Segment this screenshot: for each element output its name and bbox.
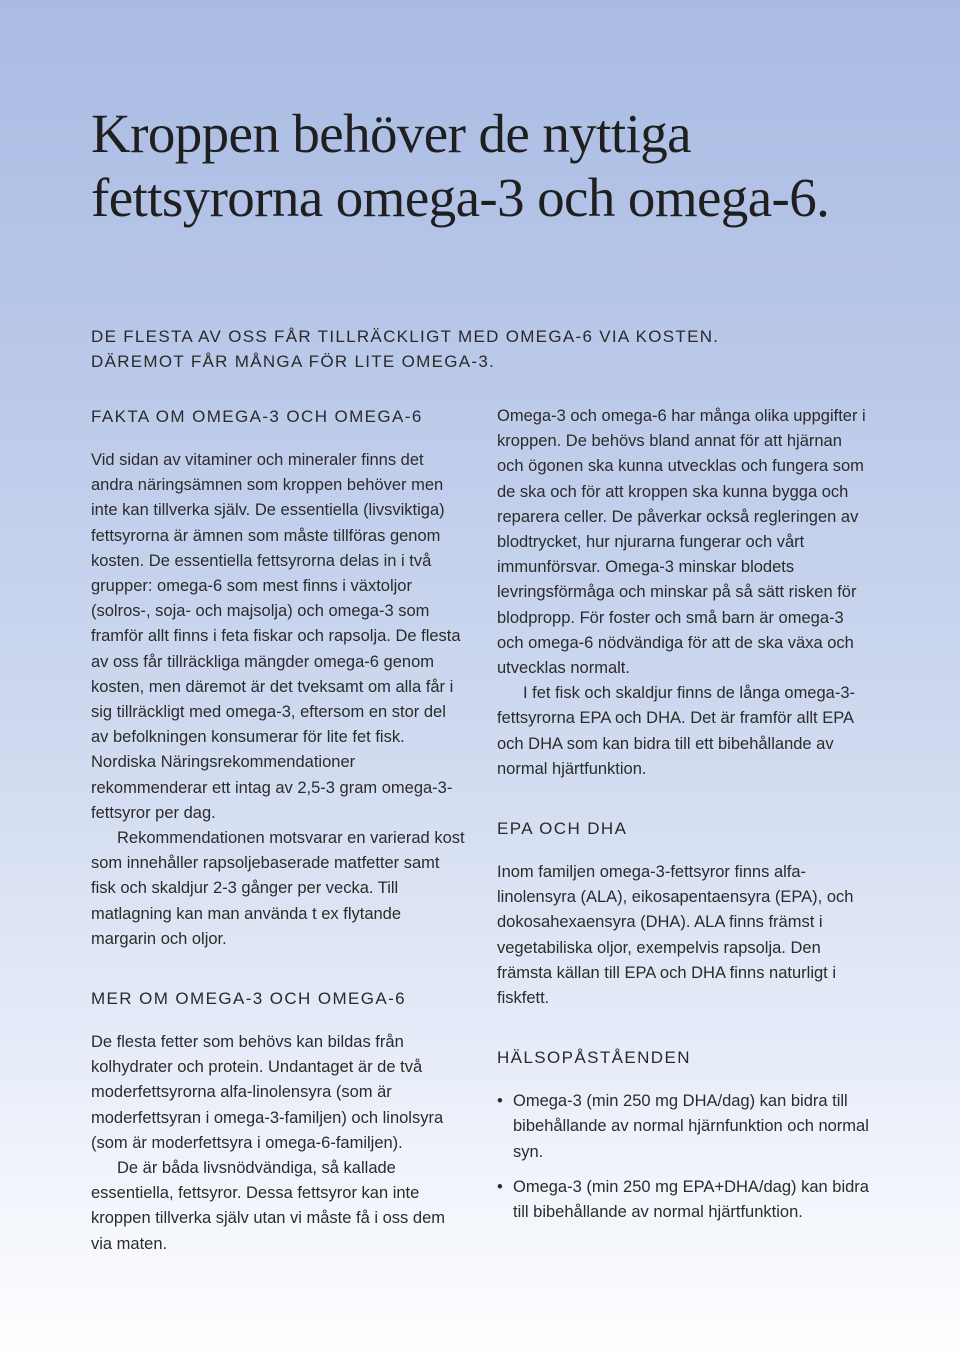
epa-heading: EPA OCH DHA bbox=[497, 819, 628, 839]
list-item: • Omega-3 (min 250 mg DHA/dag) kan bidra till bibehållande av normal hjärnfunktion och normal syn. bbox=[497, 1089, 872, 1165]
spacer bbox=[497, 1011, 872, 1045]
spacer bbox=[91, 429, 466, 448]
fakta-heading: FAKTA OM OMEGA-3 OCH OMEGA-6 bbox=[91, 407, 423, 426]
spacer bbox=[91, 1011, 466, 1030]
page-title-line-2: fettsyrorna omega-3 och omega-6. bbox=[91, 167, 830, 228]
lead-line-2: DÄREMOT FÅR MÅNGA FÖR LITE OMEGA-3. bbox=[91, 352, 496, 371]
lead-statement bbox=[91, 324, 719, 374]
intro-paragraph-2: I fet fisk och skaldjur finns de långa omega-3-fettsyrorna EPA och DHA. Det är framför allt EPA och DHA som kan bidra till ett bibehållande av normal hjärtfunktion. bbox=[497, 684, 856, 778]
lead-line-1: DE FLESTA AV OSS FÅR TILLRÄCKLIGT MED OMEGA-6 VIA KOSTEN. bbox=[91, 327, 720, 346]
fakta-paragraph-1: Vid sidan av vitaminer och mineraler finns det andra näringsämnen som kroppen behöver men inte kan tillverka själv. De essentiella (livsviktiga) fettsyrorna är ämnen som måste tillföras genom kosten. De essentiella fettsyrorna delas in i två grupper: omega-6 som mest finns i växtoljor (solros-, soja- och majsolja) och omega-3 som framför allt finns i feta fiskar och rapsolja. De flesta av oss får tillräckliga mängder omega-6 genom kosten, men däremot är det tveksamt om alla får i sig tillräckligt med omega-3, eftersom en stor del av befolkningen konsumerar för lite fet fisk. Nordiska Näringsrekommendationer rekommenderar ett intag av 2,5-3 gram omega-3-fettsyror per dag. bbox=[91, 451, 461, 822]
intro-paragraph-1: Omega-3 och omega-6 har många olika uppgifter i kroppen. De behövs bland annat för att hjärnan och ögonen ska kunna utvecklas och fungera som de ska och för att kroppen ska kunna bygga och reparera celler. De påverkar också regleringen av blodtrycket, hur njurarna fungerar och vårt immunförsvar. Omega-3 minskar blodets levringsförmåga och minskar på så sätt risken för blodpropp. För foster och små barn är omega-3 och omega-6 nödvändiga för att de ska växa och utvecklas normalt. bbox=[497, 407, 866, 678]
spacer bbox=[497, 782, 872, 816]
mer-paragraph-2: De är båda livsnödvändiga, så kallade essentiella, fettsyror. Dessa fettsyror kan inte kroppen tillverka själv utan vi måste få i oss dem via maten. bbox=[91, 1159, 445, 1253]
right-column bbox=[497, 404, 872, 1235]
page-title bbox=[91, 102, 931, 230]
halso-heading: HÄLSOPÅSTÅENDEN bbox=[497, 1048, 691, 1068]
mer-paragraph-1: De flesta fetter som behövs kan bildas från kolhydrater och protein. Undantaget är de två moderfettsyrorna alfa-linolensyra (som är moderfettsyran i omega-3-familjen) och linolsyra (som är moderfettsyra i omega-6-familjen). bbox=[91, 1033, 444, 1152]
left-column bbox=[91, 404, 466, 1257]
spacer bbox=[497, 841, 872, 860]
fakta-paragraph-2: Rekommendationen motsvarar en varierad kost som innehåller rapsoljebaserade matfetter samt fisk och skaldjur 2-3 gånger per vecka. Till matlagning kan man använda t ex flytande margarin och oljor. bbox=[91, 829, 465, 948]
spacer bbox=[91, 952, 466, 986]
mer-heading: MER OM OMEGA-3 OCH OMEGA-6 bbox=[91, 989, 407, 1009]
epa-paragraph: Inom familjen omega-3-fettsyror finns alfa-linolensyra (ALA), eikosapentaensyra (EPA), och dokosahexaensyra (DHA). ALA finns främst i vegetabiliska oljor, exempelvis rapsolja. Den främsta källan till EPA och DHA finns naturligt i fiskfett. bbox=[497, 863, 854, 1008]
claims-list bbox=[497, 1089, 872, 1225]
list-item: • Omega-3 (min 250 mg EPA+DHA/dag) kan bidra till bibehållande av normal hjärtfunktion. bbox=[497, 1175, 872, 1225]
page-title-line-1: Kroppen behöver de nyttiga bbox=[91, 103, 691, 164]
spacer bbox=[497, 1070, 872, 1089]
